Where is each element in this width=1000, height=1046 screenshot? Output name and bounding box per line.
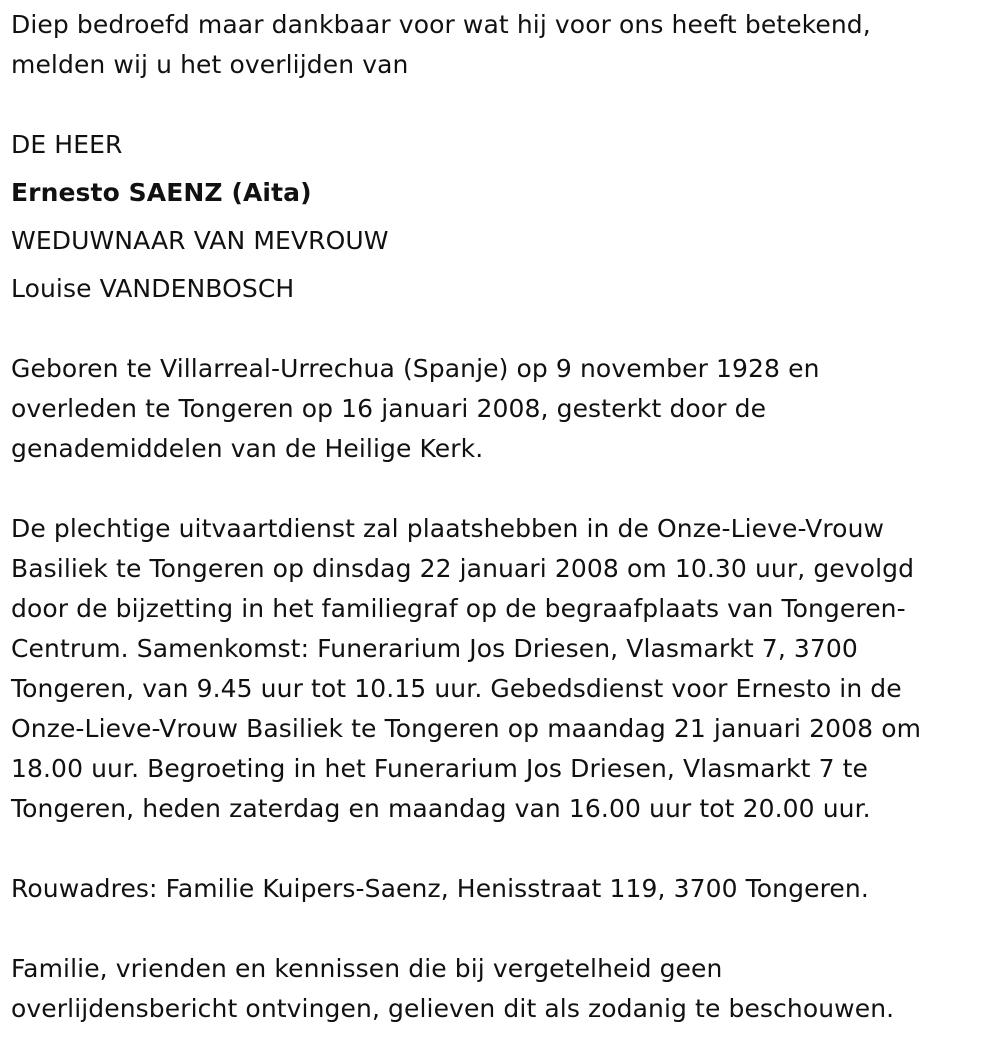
closing-line: overlijdensbericht ontvingen, gelieven dit als zodanig te beschouwen. <box>11 994 895 1023</box>
spouse-name: Louise VANDENBOSCH <box>11 274 295 303</box>
closing-paragraph <box>11 949 986 1029</box>
funeral-line: Onze-Lieve-Vrouw Basiliek te Tongeren op maandag 21 januari 2008 om <box>11 714 922 743</box>
spacer <box>11 829 986 869</box>
spacer <box>11 309 986 349</box>
intro-line: melden wij u het overlijden van <box>11 50 409 79</box>
funeral-line: Basiliek te Tongeren op dinsdag 22 januari 2008 om 10.30 uur, gevolgd <box>11 554 915 583</box>
funeral-line: door de bijzetting in het familiegraf op de begraafplaats van Tongeren- <box>11 594 906 623</box>
name-block <box>11 121 986 313</box>
funeral-line: Centrum. Samenkomst: Funerarium Jos Driesen, Vlasmarkt 7, 3700 <box>11 634 858 663</box>
death-notice <box>11 5 986 1029</box>
closing-line: Familie, vrienden en kennissen die bij vergetelheid geen <box>11 954 723 983</box>
funeral-line: 18.00 uur. Begroeting in het Funerarium Jos Driesen, Vlasmarkt 7 te <box>11 754 869 783</box>
birth-death-line: genademiddelen van de Heilige Kerk. <box>11 434 484 463</box>
intro-line: Diep bedroefd maar dankbaar voor wat hij voor ons heeft betekend, <box>11 10 871 39</box>
birth-death-line: overleden te Tongeren op 16 januari 2008, gesterkt door de <box>11 394 767 423</box>
funeral-paragraph <box>11 509 986 829</box>
funeral-line: Tongeren, heden zaterdag en maandag van 16.00 uur tot 20.00 uur. <box>11 794 871 823</box>
spacer <box>11 85 986 125</box>
spacer <box>11 469 986 509</box>
deceased-name: Ernesto SAENZ (Aita) <box>11 178 312 207</box>
birth-death-line: Geboren te Villarreal-Urrechua (Spanje) op 9 november 1928 en <box>11 354 820 383</box>
funeral-line: De plechtige uitvaartdienst zal plaatshebben in de Onze-Lieve-Vrouw <box>11 514 885 543</box>
mourning-address: Rouwadres: Familie Kuipers-Saenz, Henisstraat 119, 3700 Tongeren. <box>11 874 869 903</box>
spacer <box>11 909 986 949</box>
widower-label: WEDUWNAAR VAN MEVROUW <box>11 226 389 255</box>
honorific-title: DE HEER <box>11 130 123 159</box>
birth-death-paragraph <box>11 349 986 469</box>
funeral-line: Tongeren, van 9.45 uur tot 10.15 uur. Gebedsdienst voor Ernesto in de <box>11 674 902 703</box>
intro-paragraph <box>11 5 986 85</box>
